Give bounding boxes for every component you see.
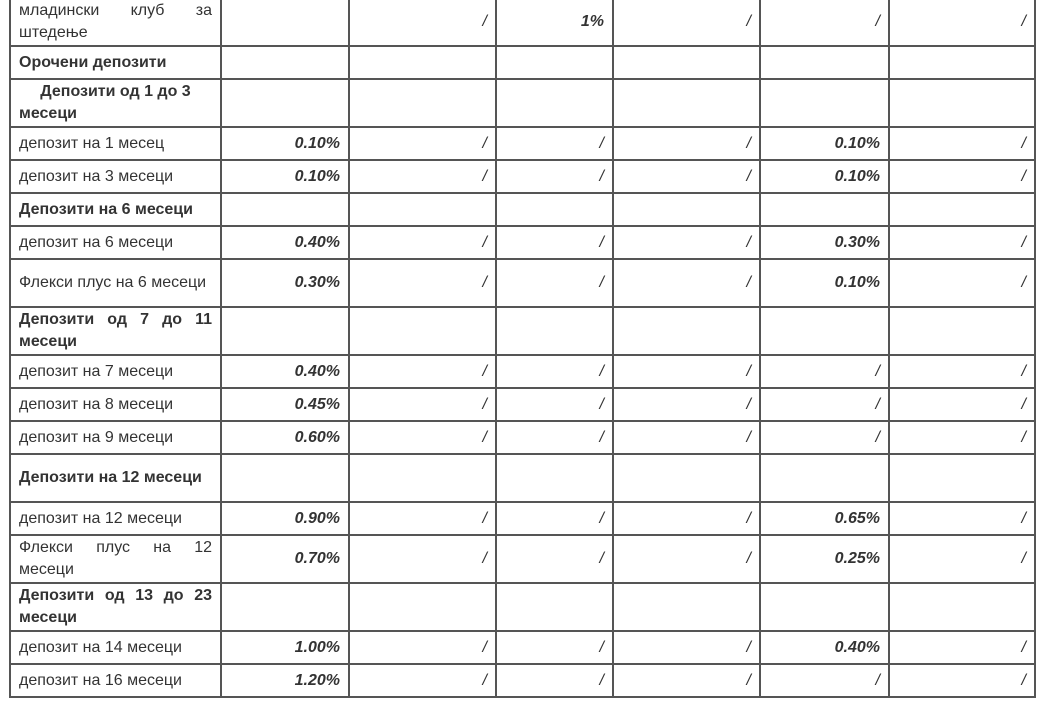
empty-cell <box>889 193 1035 226</box>
row-label-cell: Флекси плус на 6 месеци <box>10 259 221 307</box>
table-row <box>10 46 1035 79</box>
table-row <box>10 355 1035 388</box>
not-applicable-cell: / <box>496 421 613 454</box>
empty-cell <box>221 0 349 46</box>
table-row <box>10 421 1035 454</box>
row-label-cell: Флекси плус на 12 месеци <box>10 535 221 583</box>
section-header-cell: Орочени депозити <box>10 46 221 79</box>
empty-cell <box>889 583 1035 631</box>
not-applicable-cell: / <box>613 160 760 193</box>
table-row <box>10 307 1035 355</box>
not-applicable-cell: / <box>613 502 760 535</box>
table-row <box>10 388 1035 421</box>
not-applicable-cell: / <box>613 226 760 259</box>
not-applicable-cell: / <box>889 127 1035 160</box>
not-applicable-cell: / <box>349 0 496 46</box>
rate-cell: 0.10% <box>760 160 889 193</box>
empty-cell <box>613 79 760 127</box>
not-applicable-cell: / <box>889 535 1035 583</box>
rate-cell: 0.65% <box>760 502 889 535</box>
empty-cell <box>760 583 889 631</box>
not-applicable-cell: / <box>889 631 1035 664</box>
not-applicable-cell: / <box>349 226 496 259</box>
table-row <box>10 79 1035 127</box>
deposit-rates-table <box>9 0 1036 698</box>
not-applicable-cell: / <box>496 502 613 535</box>
not-applicable-cell: / <box>349 502 496 535</box>
empty-cell <box>889 46 1035 79</box>
rate-cell: 0.40% <box>221 355 349 388</box>
section-header-cell: Депозити на 12 месеци <box>10 454 221 502</box>
not-applicable-cell: / <box>613 355 760 388</box>
table-row <box>10 454 1035 502</box>
empty-cell <box>349 46 496 79</box>
empty-cell <box>496 454 613 502</box>
not-applicable-cell: / <box>496 259 613 307</box>
section-header-cell: Депозити од 1 до 3 месеци <box>10 79 221 127</box>
not-applicable-cell: / <box>889 160 1035 193</box>
not-applicable-cell: / <box>760 355 889 388</box>
row-label-cell: депозит на 1 месец <box>10 127 221 160</box>
table-row <box>10 631 1035 664</box>
rate-cell: 0.60% <box>221 421 349 454</box>
empty-cell <box>496 583 613 631</box>
rate-cell: 1.20% <box>221 664 349 697</box>
table-row <box>10 664 1035 697</box>
not-applicable-cell: / <box>349 535 496 583</box>
table-row <box>10 535 1035 583</box>
not-applicable-cell: / <box>496 388 613 421</box>
not-applicable-cell: / <box>613 0 760 46</box>
not-applicable-cell: / <box>496 226 613 259</box>
section-header-cell: Депозити од 13 до 23 месеци <box>10 583 221 631</box>
rate-cell: 0.10% <box>760 127 889 160</box>
not-applicable-cell: / <box>496 535 613 583</box>
not-applicable-cell: / <box>349 664 496 697</box>
not-applicable-cell: / <box>889 226 1035 259</box>
section-header-cell: Депозити од 7 до 11 месеци <box>10 307 221 355</box>
not-applicable-cell: / <box>349 355 496 388</box>
empty-cell <box>889 307 1035 355</box>
not-applicable-cell: / <box>889 259 1035 307</box>
rate-cell: 0.40% <box>760 631 889 664</box>
empty-cell <box>221 307 349 355</box>
table-row <box>10 259 1035 307</box>
empty-cell <box>613 583 760 631</box>
empty-cell <box>760 79 889 127</box>
not-applicable-cell: / <box>613 127 760 160</box>
not-applicable-cell: / <box>613 421 760 454</box>
not-applicable-cell: / <box>496 355 613 388</box>
not-applicable-cell: / <box>349 127 496 160</box>
not-applicable-cell: / <box>349 388 496 421</box>
rate-cell: 0.10% <box>221 160 349 193</box>
not-applicable-cell: / <box>760 388 889 421</box>
rate-cell: 0.30% <box>760 226 889 259</box>
empty-cell <box>613 46 760 79</box>
rate-cell: 0.45% <box>221 388 349 421</box>
rate-cell: 0.40% <box>221 226 349 259</box>
row-label-cell: депозит на 8 месеци <box>10 388 221 421</box>
not-applicable-cell: / <box>889 421 1035 454</box>
not-applicable-cell: / <box>496 127 613 160</box>
row-label-cell: младински клуб за штедење <box>10 0 221 46</box>
rate-cell: 0.10% <box>221 127 349 160</box>
not-applicable-cell: / <box>613 664 760 697</box>
rate-cell: 1% <box>496 0 613 46</box>
empty-cell <box>760 193 889 226</box>
table-row <box>10 502 1035 535</box>
empty-cell <box>760 307 889 355</box>
rate-cell: 0.25% <box>760 535 889 583</box>
not-applicable-cell: / <box>613 259 760 307</box>
empty-cell <box>349 307 496 355</box>
rate-cell: 0.70% <box>221 535 349 583</box>
rate-cell: 0.90% <box>221 502 349 535</box>
row-label-cell: депозит на 6 месеци <box>10 226 221 259</box>
not-applicable-cell: / <box>760 664 889 697</box>
not-applicable-cell: / <box>613 535 760 583</box>
row-label-cell: депозит на 12 месеци <box>10 502 221 535</box>
not-applicable-cell: / <box>889 355 1035 388</box>
not-applicable-cell: / <box>496 160 613 193</box>
empty-cell <box>221 454 349 502</box>
empty-cell <box>349 193 496 226</box>
empty-cell <box>496 79 613 127</box>
not-applicable-cell: / <box>349 631 496 664</box>
rate-cell: 1.00% <box>221 631 349 664</box>
not-applicable-cell: / <box>349 160 496 193</box>
not-applicable-cell: / <box>496 631 613 664</box>
not-applicable-cell: / <box>760 0 889 46</box>
not-applicable-cell: / <box>889 502 1035 535</box>
table-row <box>10 226 1035 259</box>
row-label-cell: депозит на 7 месеци <box>10 355 221 388</box>
empty-cell <box>496 46 613 79</box>
empty-cell <box>221 79 349 127</box>
rate-cell: 0.10% <box>760 259 889 307</box>
not-applicable-cell: / <box>613 631 760 664</box>
empty-cell <box>760 46 889 79</box>
empty-cell <box>760 454 889 502</box>
empty-cell <box>889 79 1035 127</box>
table-row <box>10 160 1035 193</box>
empty-cell <box>349 583 496 631</box>
not-applicable-cell: / <box>889 388 1035 421</box>
row-label-cell: депозит на 9 месеци <box>10 421 221 454</box>
section-header-cell: Депозити на 6 месеци <box>10 193 221 226</box>
empty-cell <box>221 583 349 631</box>
rate-cell: 0.30% <box>221 259 349 307</box>
row-label-cell: депозит на 14 месеци <box>10 631 221 664</box>
empty-cell <box>496 193 613 226</box>
row-label-cell: депозит на 16 месеци <box>10 664 221 697</box>
not-applicable-cell: / <box>760 421 889 454</box>
not-applicable-cell: / <box>889 0 1035 46</box>
empty-cell <box>221 193 349 226</box>
empty-cell <box>496 307 613 355</box>
empty-cell <box>613 193 760 226</box>
table-row <box>10 583 1035 631</box>
not-applicable-cell: / <box>889 664 1035 697</box>
empty-cell <box>349 79 496 127</box>
table-row <box>10 0 1035 46</box>
not-applicable-cell: / <box>613 388 760 421</box>
not-applicable-cell: / <box>349 421 496 454</box>
table-row <box>10 193 1035 226</box>
not-applicable-cell: / <box>349 259 496 307</box>
row-label-cell: депозит на 3 месеци <box>10 160 221 193</box>
empty-cell <box>613 307 760 355</box>
table-row <box>10 127 1035 160</box>
empty-cell <box>349 454 496 502</box>
rates-table-body <box>10 0 1035 697</box>
empty-cell <box>221 46 349 79</box>
empty-cell <box>889 454 1035 502</box>
not-applicable-cell: / <box>496 664 613 697</box>
empty-cell <box>613 454 760 502</box>
